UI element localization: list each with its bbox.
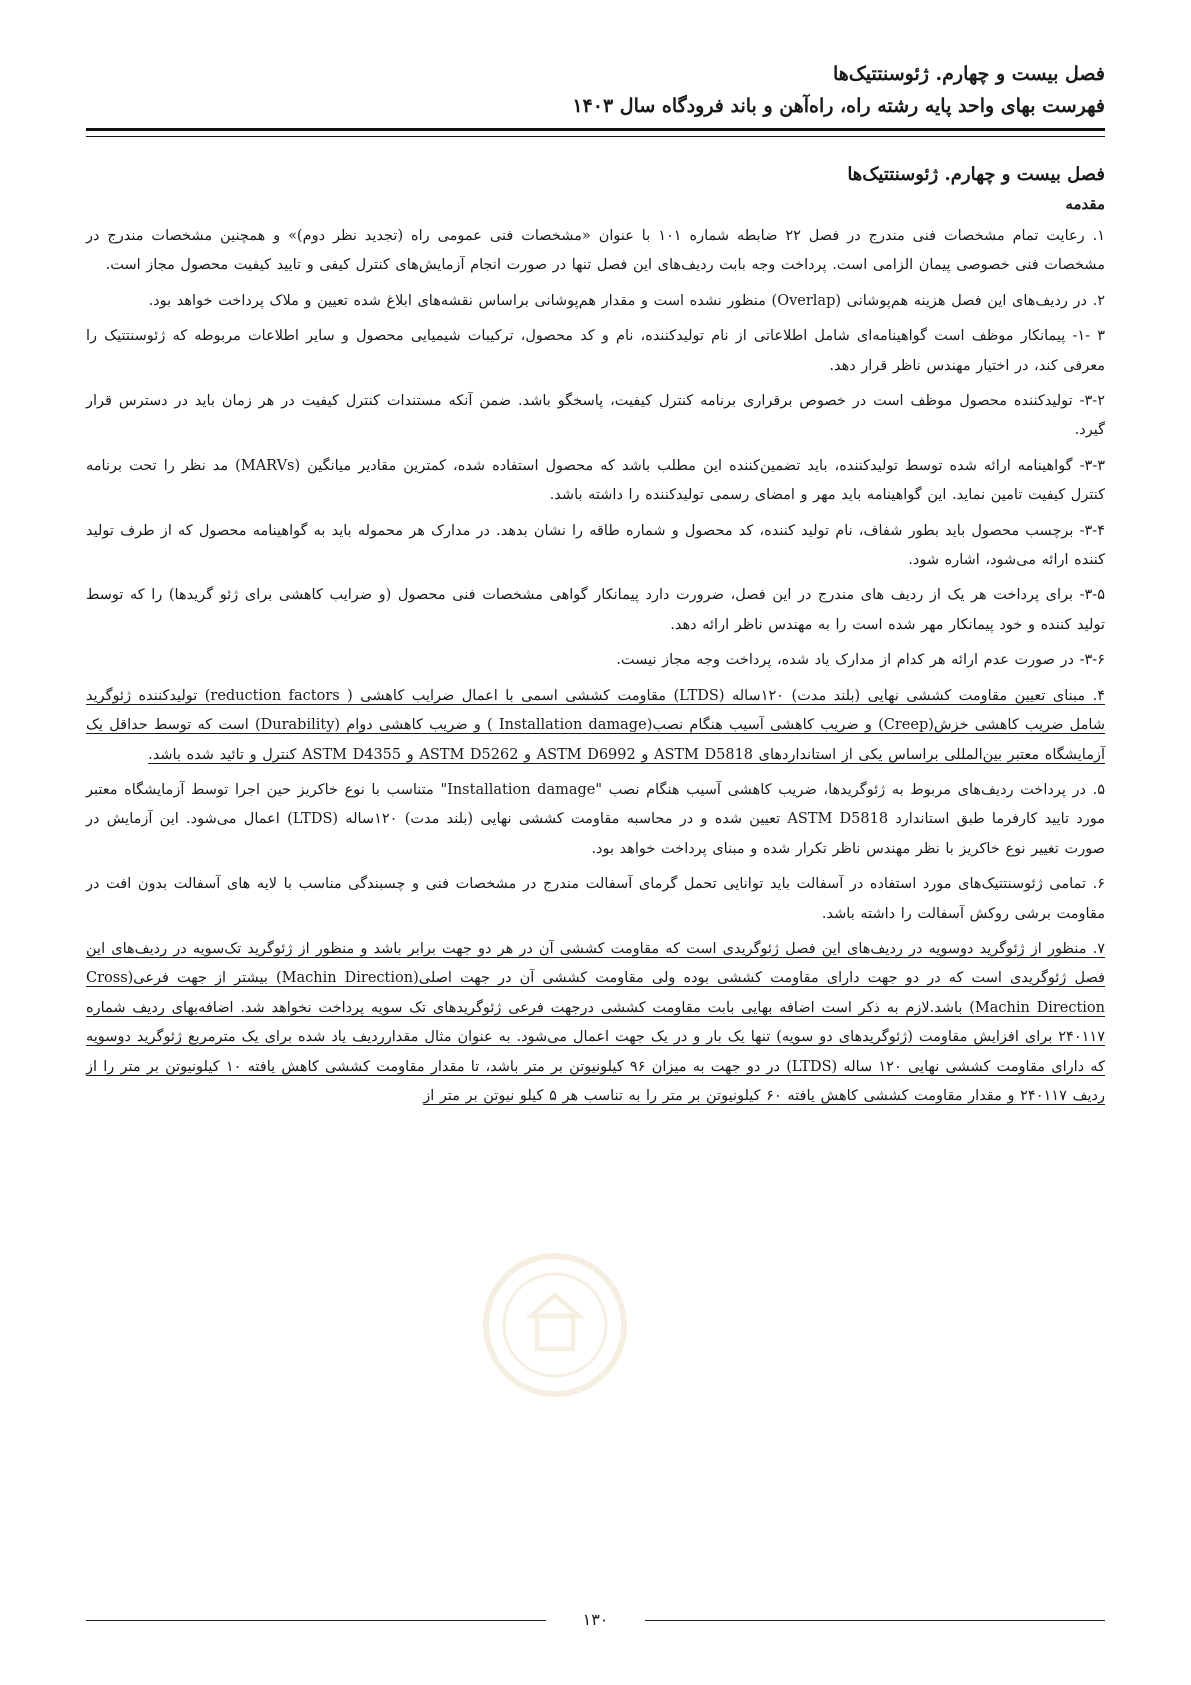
document-body xyxy=(86,160,1105,1117)
paragraph-3-3: ۳-۳- گواهینامه ارائه شده توسط تولیدکننده، باید تضمین‌کننده این مطلب باشد که محصول استفاده شده، کمترین مقادیر میانگین (MARVs) مد نظر را تحت برنامه کنترل کیفیت تامین نماید. این گواهینامه باید مهر و امضای رسمی تولیدکننده را داشته باشد. xyxy=(86,457,1106,504)
header-rule xyxy=(86,128,1105,137)
paragraph-4: ۴. مبنای تعیین مقاومت کششی نهایی (بلند مدت) ۱۲۰ساله (LTDS) مقاومت کششی اسمی با اعمال ضرایب کاهشی ( reduction factors) تولیدکننده ژئوگرید شامل ضریب کاهشی خزش(Creep) و ضریب کاهشی آسیب هنگام نصب(Installation damage ) و ضریب کاهشی دوام (Durability) است که توسط حداقل یک آزمایشگاه معتبر بین‌المللی براساس یکی از استانداردهای ASTM D5818 و ASTM D6992 و ASTM D5262 و ASTM D4355 کنترل و تائید شده باشد. xyxy=(86,687,1105,763)
paragraph-6: ۶. تمامی ژئوسنتتیک‌های مورد استفاده در آسفالت باید توانایی تحمل گرمای آسفالت مندرج در مشخصات فنی و چسبندگی مناسب با لایه های آسفالت بدون افت در مقاومت برشی روکش آسفالت را داشته باشد. xyxy=(86,876,1105,922)
page-number: ۱۳۰ xyxy=(582,1610,609,1629)
paragraph-5: ۵. در پرداخت ردیف‌های مربوط به ژئوگریدها، ضریب کاهشی آسیب هنگام نصب "Installation damage" متناسب با نوع خاکریز حین اجرا توسط آزمایشگاه معتبر مورد تایید کارفرما طبق استاندارد ASTM D5818 تعیین شده و در محاسبه مقاومت کششی نهایی (بلند مدت) ۱۲۰ساله (LTDS) اعمال می‌شود. این آزمایش در صورت تغییر نوع خاکریز با نظر مهندس ناظر تکرار شده و مبنای پرداخت خواهد بود. xyxy=(86,781,1106,857)
page-footer xyxy=(86,1608,1105,1632)
paragraph-2: ۲. در ردیف‌های این فصل هزینه هم‌پوشانی (Overlap) منظور نشده است و مقدار هم‌پوشانی براساس نقشه‌های ابلاغ شده تعیین و ملاک پرداخت خواهد بود. xyxy=(148,292,1105,309)
header-chapter-title: فصل بیست و چهارم. ژئوسنتتیک‌ها xyxy=(832,63,1105,85)
paragraph-3-6: ۳-۶- در صورت عدم ارائه هر کدام از مدارک یاد شده، پرداخت وجه مجاز نیست. xyxy=(616,652,1105,669)
section-title-introduction: مقدمه xyxy=(1065,195,1105,213)
footer-rule-right xyxy=(645,1620,1105,1621)
paragraph-3-5: ۳-۵- برای پرداخت هر یک از ردیف های مندرج در این فصل، ضرورت دارد پیمانکار گواهی مشخصات فنی محصول (و ضرایب کاهشی برای ژئو گریدها) را که توسط تولید کننده و خود پیمانکار مهر شده است را به مهندس ناظر ارائه دهد. xyxy=(86,587,1105,633)
paragraph-7: ۷. منظور از ژئوگرید دوسویه در ردیف‌های این فصل ژئوگریدی است که مقاومت کششی آن در هر دو جهت برابر باشد و منظور از ژئوگرید تک‌سویه در ردیف‌های این فصل ژئوگریدی است که در دو جهت دارای مقاومت کششی بوده ولی مقاومت کششی آن در جهت اصلی(Machin Direction) بیشتر از جهت فرعی(Cross Machin Direction) باشد.لازم به ذکر است اضافه بهایی بابت مقاومت کششی درجهت فرعی ژئوگریدهای تک سویه پرداخت نخواهد شد. اضافه‌بهای ردیف شماره ۲۴۰۱۱۷ برای افزایش مقاومت (ژئوگریدهای دو سویه) تنها یک بار و در یک جهت اعمال می‌شود. به عنوان مثال مقدارردیف یاد شده برای یک مترمربع ژئوگرید دوسویه که دارای مقاومت کششی نهایی ۱۲۰ ساله (LTDS) در دو جهت به میزان ۹۶ کیلونیوتن بر متر باشد، تا مقدار مقاومت کششی کاهش یافته ۱۰ کیلونیوتن بر متر را از ردیف ۲۴۰۱۱۷ و مقدار مقاومت کششی کاهش یافته ۶۰ کیلونیوتن بر متر را به تناسب هر ۵ کیلو نیوتن بر متر از xyxy=(86,940,1106,1104)
paragraph-3-1: ۳ -۱- پیمانکار موظف است گواهینامه‌ای شامل اطلاعاتی از نام تولیدکننده، نام و کد محصول، ترکیبات شیمیایی محصول و سایر اطلاعات مربوطه که ژئوسنتتیک را معرفی کند، در اختیار مهندس ناظر قرار دهد. xyxy=(86,328,1106,374)
paragraph-1: ۱. رعایت تمام مشخصات فنی مندرج در فصل ۲۲ ضابطه شماره ۱۰۱ با عنوان «مشخصات فنی عمومی راه (تجدید نظر دوم)» و همچنین مشخصات مندرج در مشخصات فنی خصوصی پیمان الزامی است. پرداخت وجه بابت ردیف‌های این فصل تنها در صورت انجام آزمایش‌های کنترل کیفی و تایید کیفیت محصول مجاز است. xyxy=(86,228,1105,274)
chapter-title: فصل بیست و چهارم. ژئوسنتتیک‌ها xyxy=(847,164,1105,185)
page-header xyxy=(86,58,1105,122)
watermark-logo-icon xyxy=(480,1250,630,1400)
header-document-title: فهرست بهای واحد پایه رشته راه، راه‌آهن و باند فرودگاه سال ۱۴۰۳ xyxy=(572,95,1105,117)
paragraph-3-2: ۳-۲- تولیدکننده محصول موظف است در خصوص برقراری برنامه کنترل کیفیت، پاسخگو باشد. ضمن آنکه مستندات کنترل کیفیت در هر زمان باید در دسترس قرار گیرد. xyxy=(86,393,1105,439)
paragraph-3-4: ۳-۴- برچسب محصول باید بطور شفاف، نام تولید کننده، کد محصول و شماره طاقه را نشان بدهد. در مدارک هر محموله باید به گواهینامه محصول که از طرف تولید کننده ارائه می‌شود، اشاره شود. xyxy=(86,522,1105,569)
